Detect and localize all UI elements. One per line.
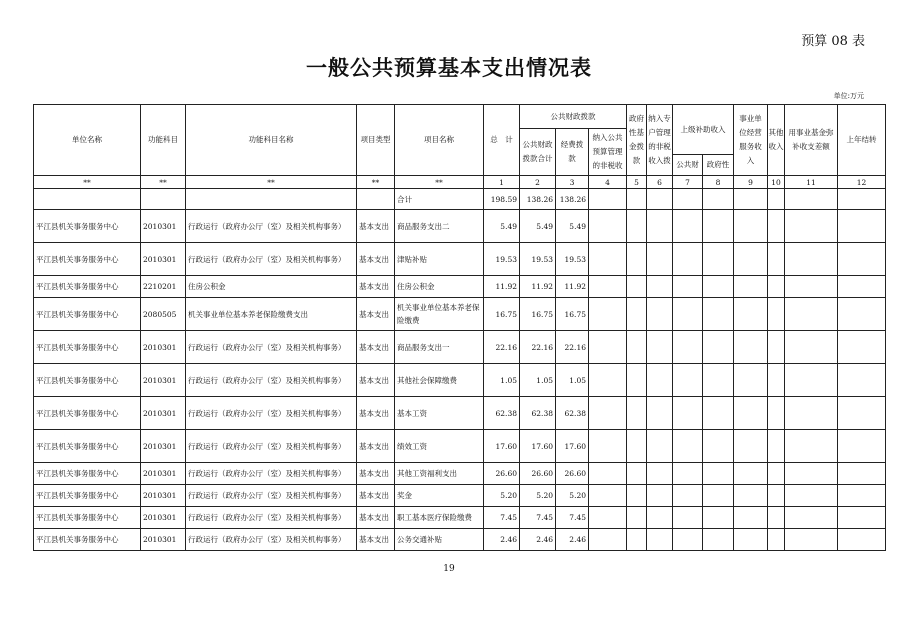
cell-empty — [734, 463, 768, 485]
cell-empty — [589, 210, 627, 243]
header-other-income: 其他收入 — [768, 105, 785, 176]
cell-funds: 1.05 — [556, 364, 589, 397]
cell-func-name: 行政运行（政府办公厅（室）及相关机构事务） — [186, 331, 357, 364]
cell-func-code: 2010301 — [141, 243, 186, 276]
cell-empty — [627, 298, 647, 331]
cell-empty — [734, 397, 768, 430]
cell-funds: 5.49 — [556, 210, 589, 243]
cell-empty — [838, 529, 886, 551]
cell-empty — [673, 364, 703, 397]
cell-unit-name: 平江县机关事务服务中心 — [34, 331, 141, 364]
cell-item-type: 基本支出 — [357, 397, 395, 430]
cell-empty — [589, 298, 627, 331]
cell-empty — [734, 364, 768, 397]
cell-item-name: 公务交通补贴 — [395, 529, 484, 551]
header-func-name: 功能科目名称 — [186, 105, 357, 176]
index-cell: ** — [186, 176, 357, 189]
total-pf-amount: 138.26 — [520, 189, 556, 210]
cell-item-name: 商品服务支出一 — [395, 331, 484, 364]
cell-item-name: 其他社会保障缴费 — [395, 364, 484, 397]
cell-unit-name: 平江县机关事务服务中心 — [34, 276, 141, 298]
cell-empty — [768, 529, 785, 551]
cell-func-name: 行政运行（政府办公厅（室）及相关机构事务） — [186, 397, 357, 430]
cell-func-code: 2010301 — [141, 331, 186, 364]
cell-empty — [785, 507, 838, 529]
cell-func-code: 2010301 — [141, 463, 186, 485]
cell-pf-total: 11.92 — [520, 276, 556, 298]
cell-empty — [838, 243, 886, 276]
cell-empty — [673, 397, 703, 430]
cell-total: 11.92 — [484, 276, 520, 298]
cell-empty — [627, 397, 647, 430]
cell-empty — [627, 210, 647, 243]
cell-total: 19.53 — [484, 243, 520, 276]
cell-empty — [734, 298, 768, 331]
cell-empty — [785, 397, 838, 430]
cell-item-name: 奖金 — [395, 485, 484, 507]
table-row — [34, 364, 886, 397]
header-superior: 上级补助收入 — [673, 105, 734, 155]
cell-total: 22.16 — [484, 331, 520, 364]
cell-item-type: 基本支出 — [357, 276, 395, 298]
index-cell: 4 — [589, 176, 627, 189]
cell-pf-total: 22.16 — [520, 331, 556, 364]
table-row — [34, 529, 886, 551]
cell-empty — [647, 364, 673, 397]
index-cell: 6 — [647, 176, 673, 189]
header-nontax: 纳入公共预算管理的非税收 — [589, 129, 627, 176]
cell-empty — [838, 276, 886, 298]
cell-func-code: 2010301 — [141, 397, 186, 430]
cell-empty — [647, 397, 673, 430]
cell-empty — [838, 430, 886, 463]
cell-unit-name: 平江县机关事务服务中心 — [34, 210, 141, 243]
cell-empty — [768, 463, 785, 485]
cell-empty — [589, 529, 627, 551]
cell-empty — [768, 210, 785, 243]
header-pf-total: 公共财政拨款合计 — [520, 129, 556, 176]
cell-empty — [785, 298, 838, 331]
cell-unit-name: 平江县机关事务服务中心 — [34, 298, 141, 331]
cell-func-code: 2080505 — [141, 298, 186, 331]
index-cell: 5 — [627, 176, 647, 189]
cell-empty — [647, 210, 673, 243]
cell-empty — [734, 529, 768, 551]
cell-funds: 19.53 — [556, 243, 589, 276]
cell-item-type: 基本支出 — [357, 485, 395, 507]
table-row — [34, 397, 886, 430]
cell-item-type: 基本支出 — [357, 364, 395, 397]
table-row — [34, 243, 886, 276]
cell-item-type: 基本支出 — [357, 529, 395, 551]
cell-empty — [703, 397, 734, 430]
cell-empty — [673, 485, 703, 507]
cell-empty — [785, 463, 838, 485]
cell-funds: 17.60 — [556, 430, 589, 463]
cell-pf-total: 17.60 — [520, 430, 556, 463]
cell-func-name: 行政运行（政府办公厅（室）及相关机构事务） — [186, 529, 357, 551]
cell-empty — [589, 243, 627, 276]
header-gov-fund: 政府性基金拨款 — [627, 105, 647, 176]
cell-empty — [589, 397, 627, 430]
index-cell: 9 — [734, 176, 768, 189]
cell-func-code: 2010301 — [141, 430, 186, 463]
header-public-fiscal: 公共财政拨款 — [520, 105, 627, 129]
header-special-account: 纳入专户管理的非税收入拨 — [647, 105, 673, 176]
cell-total: 5.20 — [484, 485, 520, 507]
cell-empty — [838, 397, 886, 430]
table-row — [34, 331, 886, 364]
cell-pf-total: 7.45 — [520, 507, 556, 529]
cell-empty — [734, 430, 768, 463]
cell-empty — [785, 276, 838, 298]
cell-func-code: 2010301 — [141, 364, 186, 397]
cell-unit-name: 平江县机关事务服务中心 — [34, 430, 141, 463]
table-row — [34, 507, 886, 529]
header-funds-alloc: 经费拨款 — [556, 129, 589, 176]
cell-funds: 16.75 — [556, 298, 589, 331]
index-cell: ** — [395, 176, 484, 189]
cell-item-type: 基本支出 — [357, 331, 395, 364]
header-item-name: 项目名称 — [395, 105, 484, 176]
cell-empty — [838, 210, 886, 243]
cell-empty — [703, 485, 734, 507]
cell-pf-total: 16.75 — [520, 298, 556, 331]
header-inst-fund: 用事业基金弥补收支差额 — [785, 105, 838, 176]
cell-empty — [768, 507, 785, 529]
cell-func-name: 行政运行（政府办公厅（室）及相关机构事务） — [186, 507, 357, 529]
cell-pf-total: 26.60 — [520, 463, 556, 485]
cell-func-name: 机关事业单位基本养老保险缴费支出 — [186, 298, 357, 331]
cell-unit-name: 平江县机关事务服务中心 — [34, 485, 141, 507]
cell-empty — [627, 463, 647, 485]
budget-table — [33, 104, 886, 551]
cell-item-type: 基本支出 — [357, 507, 395, 529]
cell-total: 2.46 — [484, 529, 520, 551]
cell-item-name: 机关事业单位基本养老保险缴费 — [395, 298, 484, 331]
cell-pf-total: 19.53 — [520, 243, 556, 276]
cell-unit-name: 平江县机关事务服务中心 — [34, 364, 141, 397]
header-func-code: 功能科目 — [141, 105, 186, 176]
cell-empty — [768, 298, 785, 331]
index-cell: 2 — [520, 176, 556, 189]
index-cell: 12 — [838, 176, 886, 189]
cell-func-code: 2010301 — [141, 507, 186, 529]
cell-funds: 7.45 — [556, 507, 589, 529]
cell-empty — [647, 276, 673, 298]
cell-empty — [589, 463, 627, 485]
cell-empty — [838, 331, 886, 364]
cell-func-code: 2210201 — [141, 276, 186, 298]
cell-total: 5.49 — [484, 210, 520, 243]
index-cell: 10 — [768, 176, 785, 189]
cell-func-name: 住房公积金 — [186, 276, 357, 298]
table-row — [34, 298, 886, 331]
total-funds-amount: 138.26 — [556, 189, 589, 210]
index-cell: 11 — [785, 176, 838, 189]
cell-func-name: 行政运行（政府办公厅（室）及相关机构事务） — [186, 364, 357, 397]
cell-pf-total: 2.46 — [520, 529, 556, 551]
cell-empty — [647, 529, 673, 551]
cell-item-name: 基本工资 — [395, 397, 484, 430]
cell-empty — [703, 243, 734, 276]
cell-pf-total: 1.05 — [520, 364, 556, 397]
cell-total: 1.05 — [484, 364, 520, 397]
cell-item-type: 基本支出 — [357, 463, 395, 485]
cell-func-name: 行政运行（政府办公厅（室）及相关机构事务） — [186, 485, 357, 507]
cell-empty — [785, 364, 838, 397]
cell-func-code: 2010301 — [141, 529, 186, 551]
cell-empty — [647, 331, 673, 364]
table-header — [34, 105, 886, 176]
total-amount: 198.59 — [484, 189, 520, 210]
cell-empty — [785, 243, 838, 276]
cell-empty — [703, 507, 734, 529]
cell-empty — [703, 276, 734, 298]
cell-empty — [703, 364, 734, 397]
cell-empty — [734, 243, 768, 276]
cell-pf-total: 62.38 — [520, 397, 556, 430]
table-row — [34, 430, 886, 463]
table-row — [34, 276, 886, 298]
cell-empty — [838, 364, 886, 397]
table-row — [34, 210, 886, 243]
cell-empty — [627, 485, 647, 507]
cell-total: 7.45 — [484, 507, 520, 529]
header-unit-name: 单位名称 — [34, 105, 141, 176]
cell-func-name: 行政运行（政府办公厅（室）及相关机构事务） — [186, 430, 357, 463]
cell-total: 17.60 — [484, 430, 520, 463]
cell-item-type: 基本支出 — [357, 430, 395, 463]
cell-empty — [673, 331, 703, 364]
cell-empty — [647, 463, 673, 485]
cell-empty — [673, 276, 703, 298]
cell-empty — [589, 507, 627, 529]
cell-funds: 5.20 — [556, 485, 589, 507]
cell-item-name: 住房公积金 — [395, 276, 484, 298]
cell-empty — [785, 485, 838, 507]
index-row — [34, 176, 886, 189]
cell-empty — [734, 276, 768, 298]
index-cell: ** — [141, 176, 186, 189]
cell-empty — [768, 485, 785, 507]
cell-empty — [673, 430, 703, 463]
cell-empty — [673, 243, 703, 276]
cell-empty — [768, 331, 785, 364]
total-row — [34, 189, 886, 210]
index-cell: ** — [357, 176, 395, 189]
cell-item-name: 津贴补贴 — [395, 243, 484, 276]
index-cell: 8 — [703, 176, 734, 189]
cell-empty — [589, 276, 627, 298]
index-cell: 1 — [484, 176, 520, 189]
cell-funds: 62.38 — [556, 397, 589, 430]
cell-funds: 2.46 — [556, 529, 589, 551]
cell-empty — [768, 276, 785, 298]
cell-empty — [589, 485, 627, 507]
cell-empty — [703, 430, 734, 463]
cell-func-code: 2010301 — [141, 210, 186, 243]
index-cell: 3 — [556, 176, 589, 189]
cell-empty — [734, 485, 768, 507]
cell-funds: 22.16 — [556, 331, 589, 364]
cell-func-code: 2010301 — [141, 485, 186, 507]
cell-empty — [785, 331, 838, 364]
cell-item-type: 基本支出 — [357, 243, 395, 276]
cell-item-name: 职工基本医疗保险缴费 — [395, 507, 484, 529]
header-item-type: 项目类型 — [357, 105, 395, 176]
header-inst-income: 事业单位经营服务收入 — [734, 105, 768, 176]
cell-empty — [647, 430, 673, 463]
unit-label: 单位:万元 — [833, 92, 864, 100]
cell-empty — [703, 463, 734, 485]
page-title: 一般公共预算基本支出情况表 — [306, 55, 592, 80]
cell-empty — [627, 507, 647, 529]
header-carryover: 上年结转 — [838, 105, 886, 176]
cell-total: 62.38 — [484, 397, 520, 430]
cell-empty — [673, 529, 703, 551]
cell-pf-total: 5.20 — [520, 485, 556, 507]
cell-empty — [627, 276, 647, 298]
cell-empty — [838, 507, 886, 529]
cell-func-name: 行政运行（政府办公厅（室）及相关机构事务） — [186, 243, 357, 276]
index-cell: 7 — [673, 176, 703, 189]
cell-item-type: 基本支出 — [357, 210, 395, 243]
cell-empty — [647, 243, 673, 276]
table-number-label: 预算 08 表 — [801, 34, 865, 49]
cell-empty — [647, 507, 673, 529]
cell-empty — [768, 397, 785, 430]
cell-empty — [589, 364, 627, 397]
cell-empty — [838, 485, 886, 507]
total-label: 合计 — [395, 189, 484, 210]
cell-empty — [673, 507, 703, 529]
header-total: 总 计 — [484, 105, 520, 176]
cell-unit-name: 平江县机关事务服务中心 — [34, 463, 141, 485]
cell-pf-total: 5.49 — [520, 210, 556, 243]
cell-empty — [785, 210, 838, 243]
cell-item-name: 绩效工资 — [395, 430, 484, 463]
cell-empty — [589, 331, 627, 364]
cell-total: 16.75 — [484, 298, 520, 331]
cell-empty — [768, 430, 785, 463]
cell-unit-name: 平江县机关事务服务中心 — [34, 397, 141, 430]
cell-empty — [785, 529, 838, 551]
cell-empty — [703, 298, 734, 331]
cell-func-name: 行政运行（政府办公厅（室）及相关机构事务） — [186, 463, 357, 485]
cell-funds: 26.60 — [556, 463, 589, 485]
cell-empty — [703, 529, 734, 551]
cell-item-name: 商品服务支出二 — [395, 210, 484, 243]
cell-empty — [703, 331, 734, 364]
cell-empty — [627, 243, 647, 276]
cell-funds: 11.92 — [556, 276, 589, 298]
cell-empty — [627, 430, 647, 463]
cell-empty — [785, 430, 838, 463]
index-cell: ** — [34, 176, 141, 189]
table-row — [34, 485, 886, 507]
cell-empty — [734, 331, 768, 364]
cell-empty — [768, 364, 785, 397]
table-row — [34, 463, 886, 485]
table-body — [34, 176, 886, 551]
cell-func-name: 行政运行（政府办公厅（室）及相关机构事务） — [186, 210, 357, 243]
page-number: 19 — [443, 564, 455, 574]
cell-empty — [647, 485, 673, 507]
cell-item-type: 基本支出 — [357, 298, 395, 331]
cell-unit-name: 平江县机关事务服务中心 — [34, 243, 141, 276]
cell-total: 26.60 — [484, 463, 520, 485]
cell-item-name: 其他工资福利支出 — [395, 463, 484, 485]
cell-unit-name: 平江县机关事务服务中心 — [34, 529, 141, 551]
header-sup-gov: 政府性 — [703, 155, 734, 176]
cell-empty — [647, 298, 673, 331]
cell-empty — [673, 210, 703, 243]
cell-empty — [589, 430, 627, 463]
cell-empty — [838, 298, 886, 331]
cell-empty — [703, 210, 734, 243]
cell-empty — [673, 463, 703, 485]
cell-empty — [627, 331, 647, 364]
cell-empty — [838, 463, 886, 485]
cell-empty — [768, 243, 785, 276]
cell-unit-name: 平江县机关事务服务中心 — [34, 507, 141, 529]
cell-empty — [673, 298, 703, 331]
cell-empty — [734, 210, 768, 243]
cell-empty — [627, 529, 647, 551]
cell-empty — [734, 507, 768, 529]
cell-empty — [627, 364, 647, 397]
header-sup-public: 公共财 — [673, 155, 703, 176]
